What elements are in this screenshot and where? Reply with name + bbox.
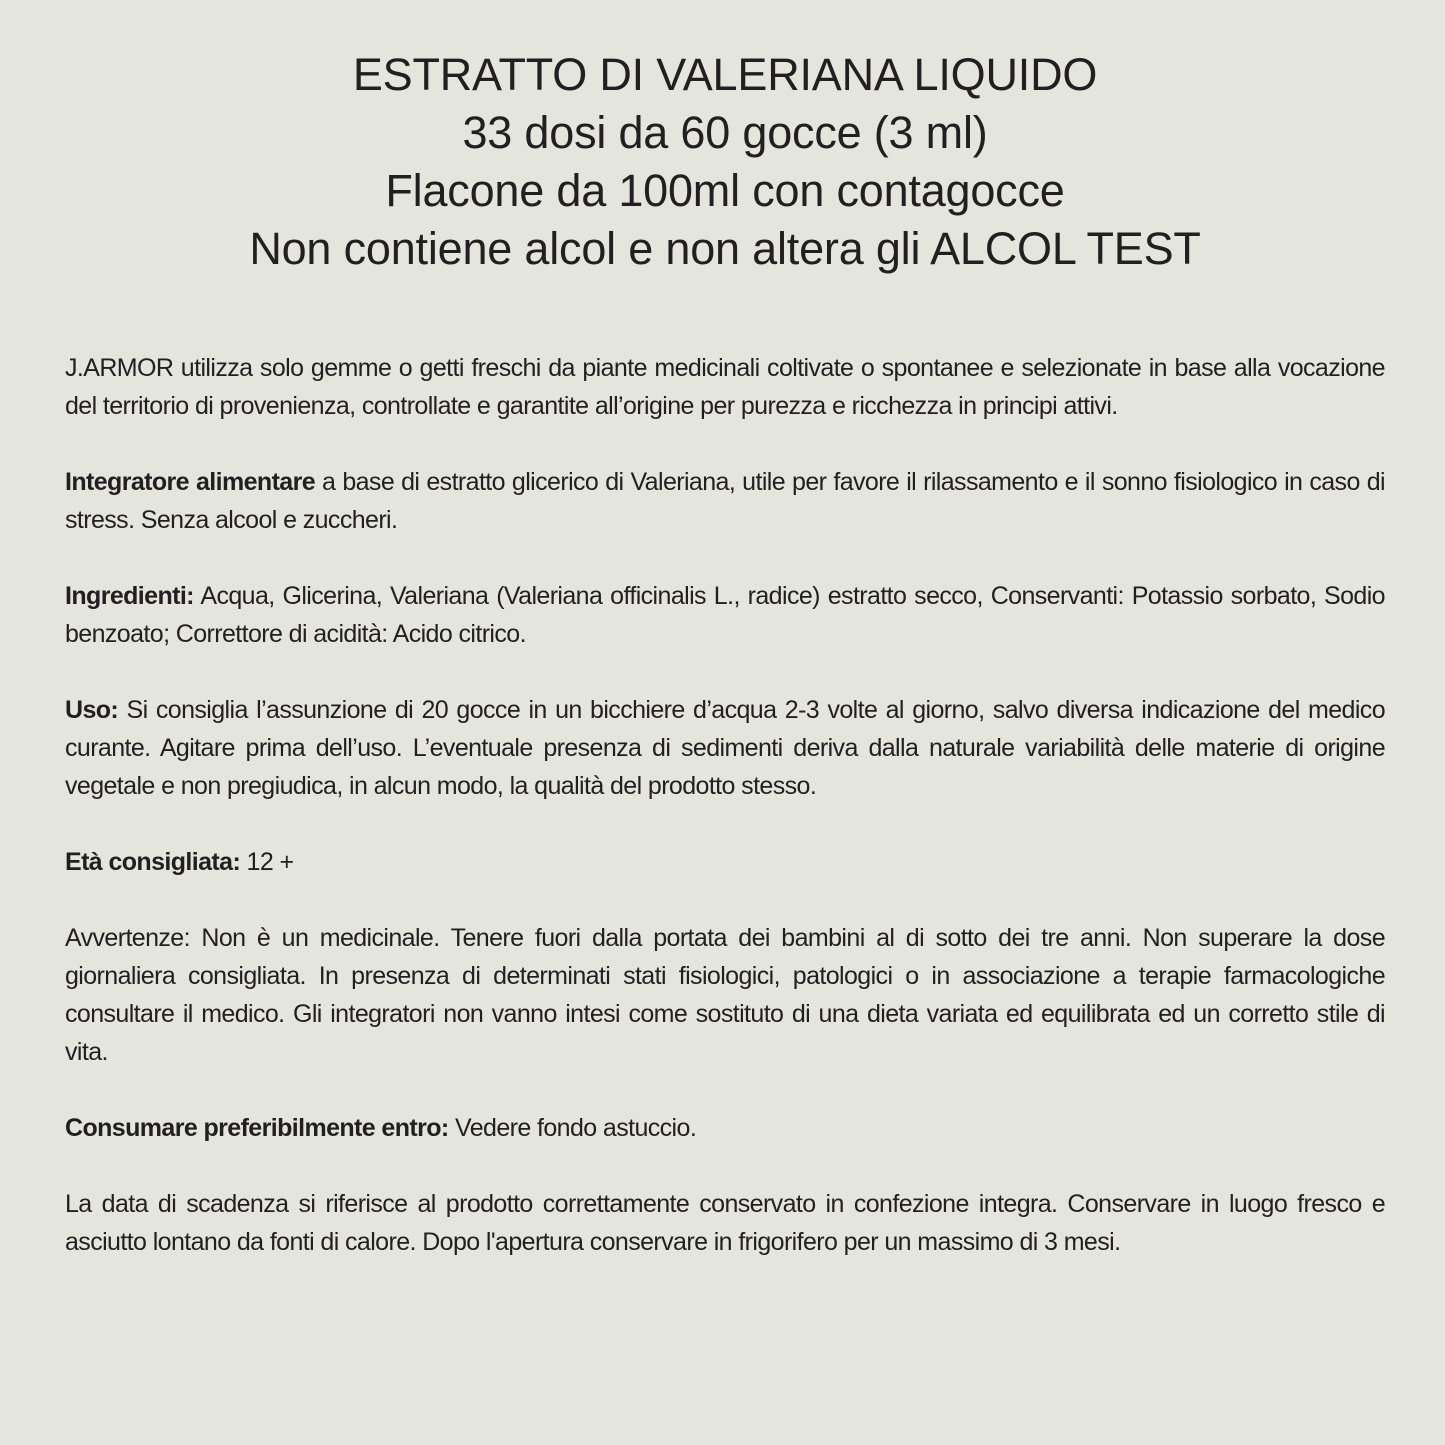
product-description	[65, 349, 1385, 1261]
best-before-label: Consumare preferibilmente entro:	[65, 1114, 449, 1142]
product-title: ESTRATTO DI VALERIANA LIQUIDO	[352, 49, 1098, 100]
expiry-text: La data di scadenza si riferisce al prodotto correttamente conservato in confezione integra. Conservare in luogo fresco e asciutto lontano da fonti di calore. Dopo l'apertura conservare in frigorifero per un massimo di 3 mesi.	[65, 1190, 1385, 1256]
dosage-info: 33 dosi da 60 gocce (3 ml)	[462, 107, 988, 158]
best-before-text: Vedere fondo astuccio.	[448, 1114, 697, 1142]
intro-paragraph	[65, 349, 1385, 425]
supplement-paragraph	[65, 463, 1385, 539]
ingredients-label: Ingredienti:	[65, 582, 194, 610]
supplement-label: Integratore alimentare	[65, 468, 316, 496]
age-label: Età consigliata:	[65, 848, 241, 876]
supplement-text: a base di estratto glicerico di Valeriana, utile per favore il rilassamento e il sonno fisiologico in caso di stress. Senza alcool e zuccheri.	[65, 468, 1385, 534]
intro-text: J.ARMOR utilizza solo gemme o getti freschi da piante medicinali coltivate o spontanee e selezionate in base alla vocazione del territorio di provenienza, controllate e garantite all’origine per purezza e ricchezza in principi attivi.	[65, 354, 1385, 420]
usage-text: Si consiglia l’assunzione di 20 gocce in un bicchiere d’acqua 2-3 volte al giorno, salvo diversa indicazione del medico curante. Agitare prima dell’uso. L’eventuale presenza di sedimenti deriva dalla naturale variabilità delle materie di origine vegetale e non pregiudica, in alcun modo, la qualità del prodotto stesso.	[65, 696, 1385, 800]
warnings-text: Avvertenze: Non è un medicinale. Tenere fuori dalla portata dei bambini al di sotto dei tre anni. Non superare la dose giornaliera consigliata. In presenza di determinati stati fisiologici, patologici o in associazione a terapie farmacologiche consultare il medico. Gli integratori non vanno intesi come sostituto di una dieta variata ed equilibrata ed un corretto stile di vita.	[65, 924, 1385, 1066]
best-before-paragraph	[65, 1109, 1385, 1147]
warnings-paragraph	[65, 919, 1385, 1071]
product-title-block	[65, 0, 1385, 278]
bottle-info: Flacone da 100ml con contagocce	[385, 165, 1065, 216]
usage-paragraph	[65, 691, 1385, 805]
age-text: 12 +	[240, 848, 294, 876]
ingredients-text: Acqua, Glicerina, Valeriana (Valeriana officinalis L., radice) estratto secco, Conservanti: Potassio sorbato, Sodio benzoato; Correttore di acidità: Acido citrico.	[65, 582, 1385, 648]
expiry-paragraph	[65, 1185, 1385, 1261]
usage-label: Uso:	[65, 696, 119, 724]
ingredients-paragraph	[65, 577, 1385, 653]
alcohol-free-claim: Non contiene alcol e non altera gli ALCOL TEST	[249, 223, 1201, 274]
age-paragraph	[65, 843, 1385, 881]
